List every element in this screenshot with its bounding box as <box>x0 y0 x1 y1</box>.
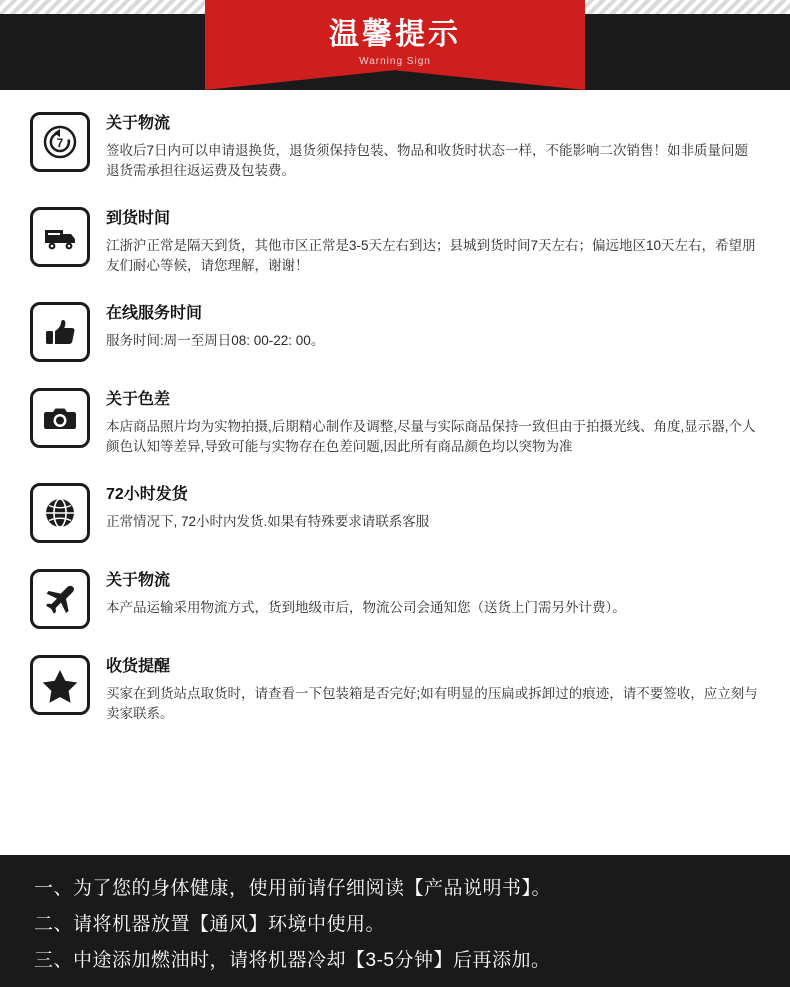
list-item <box>30 655 760 724</box>
list-item-title: 72小时发货 <box>106 486 188 503</box>
list-item-title: 关于色差 <box>106 391 171 408</box>
list-item-text <box>106 388 760 457</box>
page-title: 温馨提示 <box>329 18 461 51</box>
list-item-body: 本店商品照片均为实物拍摄,后期精心制作及调整,尽量与实际商品保持一致但由于拍摄光线、角度,显示器,个人颜色认知等差异,导致可能与实物存在色差问题,因此所有商品颜色均以突物为准 <box>106 419 756 454</box>
footer-line: 一、为了您的身体健康，使用前请仔细阅读【产品说明书】。 <box>34 878 552 899</box>
list-item-text <box>106 483 760 532</box>
list-item-title: 在线服务时间 <box>106 305 203 322</box>
list-item-body: 签收后7日内可以申请退换货，退货须保持包装、物品和收货时状态一样，不能影响二次销售！如非质量问题退货需承担往返运费及包装费。 <box>106 143 749 178</box>
list-item <box>30 569 760 629</box>
footer-line: 三、中途添加燃油时，请将机器冷却【3-5分钟】后再添加。 <box>34 950 551 971</box>
footer-notes <box>0 855 790 987</box>
list-item <box>30 483 760 543</box>
list-item-body: 江浙沪正常是隔天到货，其他市区正常是3-5天左右到达；县城到货时间7天左右；偏远地区10天左右，希望朋友们耐心等候，请您理解，谢谢！ <box>106 238 756 273</box>
page-subtitle: Warning Sign <box>359 56 431 67</box>
airplane-icon <box>30 569 90 629</box>
list-item-text <box>106 655 760 724</box>
list-item-body: 服务时间:周一至周日08: 00-22: 00。 <box>106 333 325 348</box>
list-item <box>30 207 760 276</box>
list-item-title: 收货提醒 <box>106 658 171 675</box>
star-icon <box>30 655 90 715</box>
camera-icon <box>30 388 90 448</box>
list-item-title: 到货时间 <box>106 210 171 227</box>
list-item <box>30 112 760 181</box>
list-item-body: 正常情况下, 72小时内发货.如果有特殊要求请联系客服 <box>106 514 430 529</box>
list-item-body: 本产品运输采用物流方式，货到地级市后，物流公司会通知您（送货上门需另外计费）。 <box>106 600 626 615</box>
list-item <box>30 302 760 362</box>
list-item-text <box>106 569 760 618</box>
list-item-body: 买家在到货站点取货时，请查看一下包装箱是否完好;如有明显的压扁或拆卸过的痕迹，请不要签收，应立刻与卖家联系。 <box>106 686 758 721</box>
list-item-title: 关于物流 <box>106 115 171 132</box>
truck-icon <box>30 207 90 267</box>
notice-list <box>0 90 790 724</box>
list-item-text <box>106 302 760 351</box>
globe-icon <box>30 483 90 543</box>
list-item-text <box>106 112 760 181</box>
list-item-title: 关于物流 <box>106 572 171 589</box>
svg-text:7: 7 <box>56 136 64 150</box>
list-item-text <box>106 207 760 276</box>
thumbs-up-icon <box>30 302 90 362</box>
list-item <box>30 388 760 457</box>
footer-line: 二、请将机器放置【通风】环境中使用。 <box>34 914 386 935</box>
page-header <box>0 0 790 90</box>
return-arrow-icon <box>30 112 90 172</box>
